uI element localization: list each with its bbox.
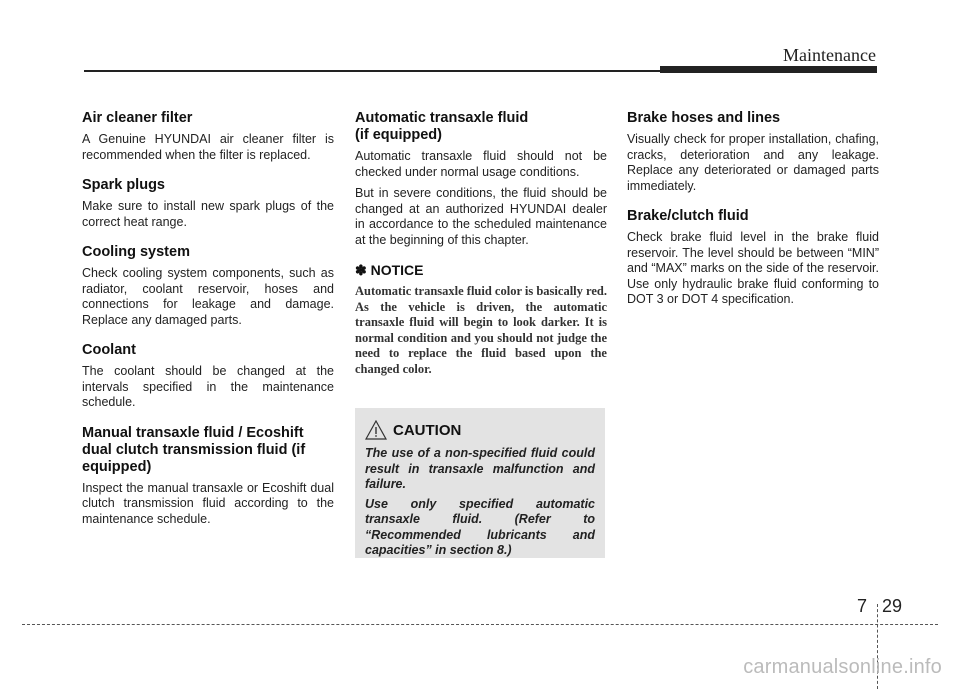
section-title: Maintenance xyxy=(783,45,876,65)
heading-air-cleaner: Air cleaner filter xyxy=(82,110,193,126)
text-automatic-transaxle-1: Automatic transaxle fluid should not be checked under normal usage conditions. xyxy=(355,149,607,179)
heading-spark-plugs: Spark plugs xyxy=(82,177,165,193)
notice-text-2: As the vehicle is driven, the automatic transaxle fluid will begin to look darker. It is normal condition and you should not judge the need to replace the fluid based upon the changed color. xyxy=(355,299,607,376)
text-spark-plugs: Make sure to install new spark plugs of the correct heat range. xyxy=(82,199,334,229)
section-brake-fluid xyxy=(627,208,879,308)
text-brake-fluid: Check brake fluid level in the brake fluid reservoir. The level should be between “MIN” and “MAX” marks on the side of the reservoir. Use only hydraulic brake fluid conforming to DOT 3 or DOT 4 specification. xyxy=(627,230,879,306)
caution-title: CAUTION xyxy=(393,421,462,439)
heading-brake-fluid: Brake/clutch fluid xyxy=(627,208,749,224)
heading-automatic-transaxle-line1: Automatic transaxle fluid xyxy=(355,110,529,126)
caution-text-2: Use only specified automatic transaxle fluid. (Refer to “Recommended lubricants and capacities” in section 8.) xyxy=(365,496,595,557)
section-air-cleaner xyxy=(82,110,334,163)
chapter-number: 7 xyxy=(857,596,868,616)
heading-manual-transaxle: Manual transaxle fluid / Ecoshift dual clutch transmission fluid (if equipped) xyxy=(82,424,306,475)
page-number: 29 xyxy=(882,596,903,616)
notice-title: ✽ NOTICE xyxy=(355,262,424,278)
watermark: carmanualsonline.info xyxy=(743,656,942,678)
caution-box xyxy=(355,408,605,558)
heading-automatic-transaxle-line2: (if equipped) xyxy=(355,127,442,143)
section-coolant xyxy=(82,342,334,411)
section-automatic-transaxle xyxy=(355,110,607,248)
section-spark-plugs xyxy=(82,177,334,230)
text-brake-hoses: Visually check for proper installation, chafing, cracks, deterioration and any leakage. Replace any deteriorated or damaged parts immediately. xyxy=(627,132,879,193)
text-cooling-system: Check cooling system components, such as radiator, coolant reservoir, hoses and connections for leakage and damage. Replace any damaged parts. xyxy=(82,266,334,327)
section-cooling-system xyxy=(82,244,334,328)
text-automatic-transaxle-2: But in severe conditions, the fluid should be changed at an authorized HYUNDAI dealer in accordance to the scheduled maintenance at the beginning of this chapter. xyxy=(355,186,607,247)
section-brake-hoses xyxy=(627,110,879,194)
header-rule xyxy=(84,70,660,72)
heading-cooling-system: Cooling system xyxy=(82,244,190,260)
text-manual-transaxle: Inspect the manual transaxle or Ecoshift dual clutch transmission fluid according to the maintenance schedule. xyxy=(82,480,334,526)
heading-brake-hoses: Brake hoses and lines xyxy=(627,110,781,126)
footer-rule xyxy=(22,624,938,625)
notice-block xyxy=(355,262,607,377)
middle-column xyxy=(355,110,607,377)
caution-text-1: The use of a non-specified fluid could result in transaxle malfunction and failure. xyxy=(365,446,595,491)
text-air-cleaner: A Genuine HYUNDAI air cleaner filter is recommended when the filter is replaced. xyxy=(82,132,334,162)
header-bar xyxy=(660,66,877,73)
text-coolant: The coolant should be changed at the intervals specified in the maintenance schedule. xyxy=(82,364,334,409)
notice-text-1: Automatic transaxle fluid color is basically red. xyxy=(355,284,607,298)
caution-header xyxy=(365,420,595,440)
heading-automatic-transaxle xyxy=(355,110,607,144)
section-manual-transaxle xyxy=(82,425,334,528)
left-column xyxy=(82,110,334,541)
right-column xyxy=(627,110,879,322)
warning-triangle-icon xyxy=(365,420,387,440)
heading-coolant: Coolant xyxy=(82,342,136,358)
